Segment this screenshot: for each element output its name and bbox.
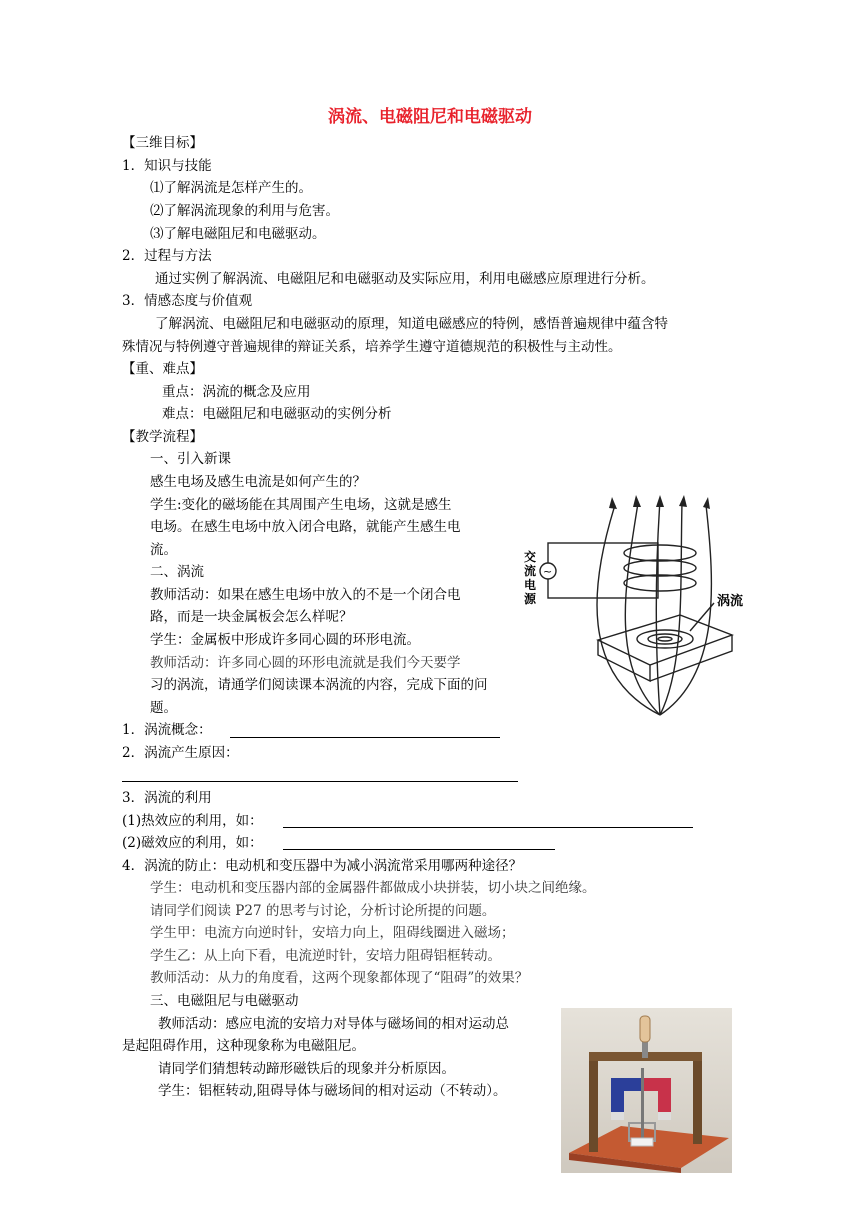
student-text: 学生:变化的磁场能在其周围产生电场，这就是感生 <box>150 497 452 513</box>
key-point: 重点：涡流的概念及应用 <box>162 384 311 400</box>
process-heading: 2．过程与方法 <box>122 248 212 264</box>
eddy-concept-blank <box>230 737 500 738</box>
teacher-text: 教师活动：许多同心圆的环形电流就是我们今天要学 <box>150 655 461 671</box>
heat-effect-label: (1)热效应的利用，如： <box>122 813 263 829</box>
teacher-text: 教师活动：从力的角度看，这两个现象都体现了“阻碍”的效果？ <box>150 970 529 986</box>
attitude-text: 了解涡流、电磁阻尼和电磁驱动的原理，知道电磁感应的特例，感悟普遍规律中蕴含特 <box>155 316 668 332</box>
source-label-char: 交 <box>524 550 537 564</box>
reading-prompt: 请同学们猜想转动蹄形磁铁后的现象并分析原因。 <box>158 1061 455 1077</box>
attitude-text: 殊情况与特例遵守普遍规律的辩证关系，培养学生遵守道德规范的积极性与主动性。 <box>122 339 622 355</box>
knowledge-item: ⑶了解电磁阻尼和电磁驱动。 <box>150 226 326 242</box>
student-text: 电场。在感生电场中放入闭合电路，就能产生感生电 <box>150 519 461 535</box>
student-a-text: 学生甲：电流方向逆时针，安培力向上，阻碍线圈进入磁场； <box>150 925 515 941</box>
keypoints-header: 【重、难点】 <box>122 361 203 377</box>
knowledge-heading: 1．知识与技能 <box>122 158 212 174</box>
difficult-point: 难点：电磁阻尼和电磁驱动的实例分析 <box>162 406 392 422</box>
knowledge-item: ⑴了解涡流是怎样产生的。 <box>150 180 312 196</box>
student-b-text: 学生乙：从上向下看，电流逆时针，安培力阻碍铝框转动。 <box>150 948 501 964</box>
eddy-current-diagram <box>520 495 770 725</box>
teacher-text: 教师活动：感应电流的安培力对导体与磁场间的相对运动总 <box>158 1016 509 1032</box>
teacher-text: 教师活动：如果在感生电场中放入的不是一个闭合电 <box>150 587 461 603</box>
process-text: 通过实例了解涡流、电磁阻尼和电磁驱动及实际应用，利用电磁感应原理进行分析。 <box>155 271 655 287</box>
question-text: 感生电场及感生电流是如何产生的？ <box>150 474 366 490</box>
teacher-text: 是起阻碍作用，这种现象称为电磁阻尼。 <box>122 1038 365 1054</box>
student-text: 学生：铝框转动,阻碍导体与磁场间的相对运动（不转动）。 <box>158 1083 507 1099</box>
reading-prompt: 请同学们阅读 P27 的思考与讨论，分析讨论所提的问题。 <box>150 903 496 919</box>
knowledge-item: ⑵了解涡流现象的利用与危害。 <box>150 203 339 219</box>
student-text: 流。 <box>150 542 177 558</box>
flow-header: 【教学流程】 <box>122 429 203 445</box>
eddy-label: 涡流 <box>717 594 744 609</box>
eddy-prevent-question: 4．涡流的防止：电动机和变压器中为减小涡流常采用哪两种途径？ <box>122 858 523 874</box>
eddy-concept-label: 1．涡流概念： <box>122 722 212 738</box>
student-text: 学生：电动机和变压器内部的金属器件都做成小块拼装，切小块之间绝缘。 <box>150 880 596 896</box>
teacher-text: 题。 <box>150 700 177 716</box>
intro-heading: 一、引入新课 <box>150 451 231 467</box>
source-label-char: 流 <box>524 564 537 578</box>
attitude-heading: 3．情感态度与价值观 <box>122 293 253 309</box>
svg-text:~: ~ <box>543 565 553 578</box>
page-title: 涡流、电磁阻尼和电磁驱动 <box>328 107 532 127</box>
damping-heading: 三、电磁阻尼与电磁驱动 <box>150 993 299 1009</box>
eddy-heading: 二、涡流 <box>150 564 204 580</box>
heat-effect-blank <box>283 827 693 828</box>
teacher-text: 习的涡流，请通学们阅读课本涡流的内容，完成下面的问 <box>150 677 488 693</box>
teacher-text: 路，而是一块金属板会怎么样呢？ <box>150 609 353 625</box>
eddy-use-heading: 3．涡流的利用 <box>122 790 212 806</box>
student-text: 学生：金属板中形成许多同心圆的环形电流。 <box>150 632 420 648</box>
magnetic-effect-blank <box>283 849 555 850</box>
magnetic-effect-label: (2)磁效应的利用，如： <box>122 835 263 851</box>
source-label-char: 电 <box>524 578 537 592</box>
magnet-apparatus-photo <box>561 1008 732 1173</box>
eddy-cause-label: 2．涡流产生原因： <box>122 745 239 761</box>
goals-header: 【三维目标】 <box>122 135 203 151</box>
source-label-char: 源 <box>524 592 537 606</box>
eddy-cause-blank <box>122 781 518 782</box>
